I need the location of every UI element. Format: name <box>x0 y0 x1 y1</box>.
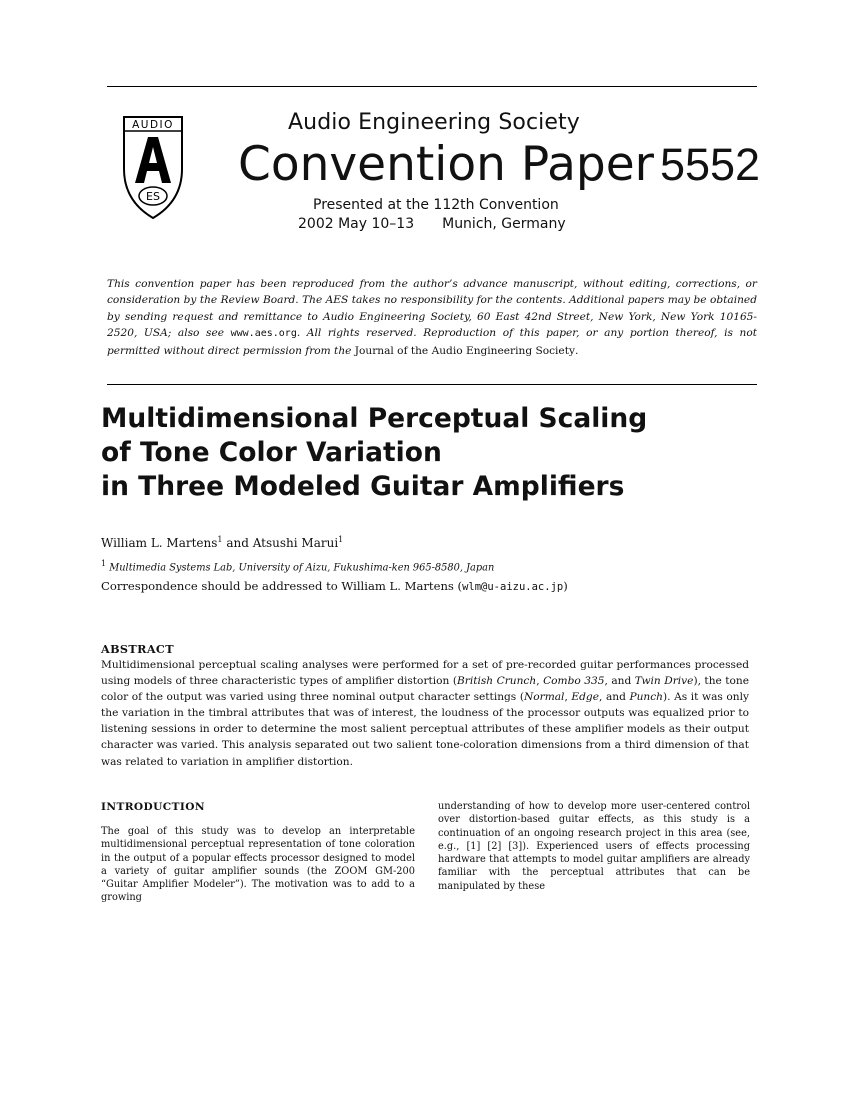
abstract-separator: , and <box>604 675 635 688</box>
introduction-right-column: understanding of how to develop more user-centered control over distortion-based guitar effects, as this study is a continuation of an ongoing research project in this area (see, e.g., [1] [2] [3]). Experienced users of effects processing hardware that attempts to model guitar amplifiers are already familiar with the perceptual attributes that can be manipulated by these <box>438 801 750 892</box>
author-name: Atsushi Marui <box>252 536 339 550</box>
amp-model-name: Twin Drive <box>634 675 694 688</box>
paper-number: 5552 <box>659 139 761 190</box>
aes-logo <box>122 115 184 220</box>
correspondence-text: Correspondence should be addressed to William L. Martens ( <box>101 579 463 593</box>
abstract-heading: ABSTRACT <box>101 642 174 656</box>
abstract-separator: , <box>536 675 544 688</box>
amp-model-name: Combo 335 <box>543 675 605 688</box>
abstract-text: ). As it was only the variation in the timbral attributes that was of interest, the loudness of the processor outputs was equalized prior to listening sessions in order to determine the most salient perceptual attributes of these amplifier models as their output character was varied. This analysis separated out two salient tone-coloration dimensions from a third dimension of that was related to variation in amplifier distortion. <box>101 691 749 768</box>
amp-model-name: British Crunch <box>456 675 537 688</box>
convention-location: Munich, Germany <box>442 216 566 232</box>
paper-title <box>101 402 647 504</box>
correspondence-close: ) <box>563 579 568 593</box>
society-name: Audio Engineering Society <box>288 110 580 135</box>
email-link[interactable]: wlm@u-aizu.ac.jp <box>462 581 564 593</box>
abstract-body <box>101 657 749 770</box>
introduction-left-column: The goal of this study was to develop an interpretable multidimensional perceptual representation of tone coloration in the output of a popular effects processor designed to model a variety of guitar amplifier sounds (the ZOOM GM-200 “Guitar Amplifier Modeler”). The motivation was to add to a growing <box>101 826 415 904</box>
introduction-heading: INTRODUCTION <box>101 801 205 813</box>
affiliation-mark: 1 <box>338 535 344 544</box>
header-divider <box>107 384 757 385</box>
author-name: William L. Martens <box>101 536 218 550</box>
title-line: in Three Modeled Guitar Amplifiers <box>101 471 625 502</box>
disclaimer-text: This convention paper has been reproduced from the author’s advance manuscript, without editing, corrections, or consideration by the Review Board. The AES takes no responsibility for the contents. Additional papers may be obtained by sending request and remittance to Audio Engineering Society, 60 East 42nd Street, New York, New York 10165-2520, USA; also see <box>107 278 757 340</box>
affiliation-mark: 1 <box>101 559 107 568</box>
author-list <box>101 535 343 550</box>
abstract-separator: , and <box>599 691 630 704</box>
journal-name: Journal of the Audio Engineering Society <box>354 344 575 357</box>
paper-label: Convention Paper <box>238 137 654 192</box>
abstract-text: Multidimensional perceptual scaling analyses were performed for a set of pre-recorded guitar performances processed using models of three characteristic types of amplifier distortion ( <box>101 659 749 688</box>
disclaimer-end: . <box>574 344 579 357</box>
logo-bottom-text: ES <box>146 190 160 203</box>
title-line: Multidimensional Perceptual Scaling <box>101 403 648 434</box>
top-rule <box>107 86 757 87</box>
convention-dateline <box>298 216 566 232</box>
convention-date: 2002 May 10–13 <box>298 216 415 232</box>
convention-paper-title <box>238 134 760 196</box>
abstract-separator: , <box>564 691 572 704</box>
character-setting: Edge <box>571 691 599 704</box>
affiliation-mark: 1 <box>217 535 223 544</box>
abstract-text: ), the tone color of the output was varied using three nominal output character settings ( <box>101 675 749 704</box>
aes-website-link[interactable]: www.aes.org <box>230 328 297 340</box>
disclaimer <box>107 276 757 359</box>
affiliation-text: Multimedia Systems Lab, University of Aizu, Fukushima-ken 965-8580, Japan <box>109 562 495 574</box>
title-line: of Tone Color Variation <box>101 437 442 468</box>
disclaimer-text-cont: . All rights reserved. Reproduction of this paper, or any portion thereof, is not permitted without direct permission from the <box>107 327 757 357</box>
logo-top-text: AUDIO <box>132 119 174 131</box>
character-setting: Punch <box>629 691 663 704</box>
character-setting: Normal <box>523 691 565 704</box>
affiliation <box>101 559 494 573</box>
author-connector: and <box>222 536 253 550</box>
presented-at: Presented at the 112th Convention <box>313 197 559 213</box>
correspondence <box>101 579 568 593</box>
